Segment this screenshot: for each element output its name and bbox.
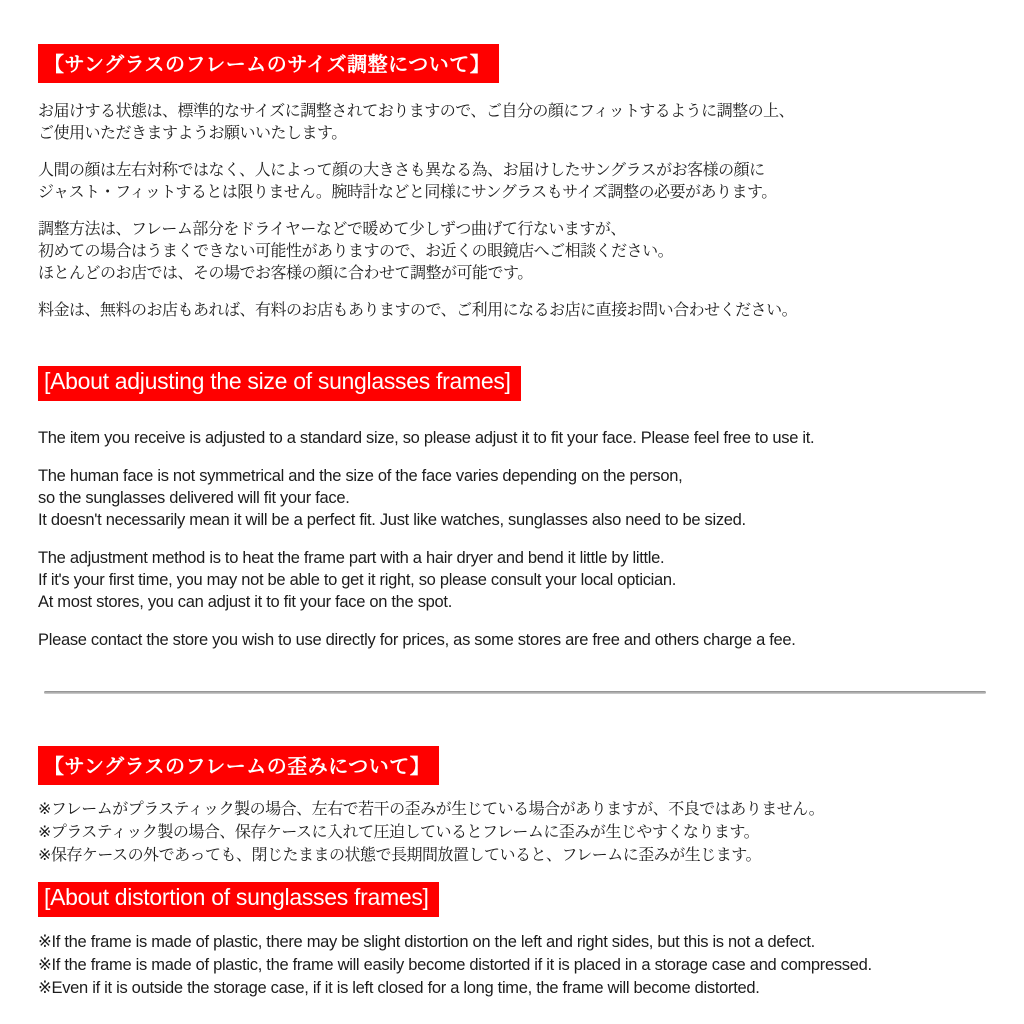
paragraph: 人間の顔は左右対称ではなく、人によって顔の大きさも異なる為、お届けしたサングラスがお客様の顔に ジャスト・フィットするとは限りません。腕時計などと同様にサングラスもサイズ調整の必要があります。 (38, 162, 777, 201)
paragraph: The adjustment method is to heat the frame part with a hair dryer and bend it little by little. If it's your first time, you may not be able to get it right, so please consult your local optician. At most stores, you can adjust it to fit your face on the spot. (38, 549, 677, 611)
heading-distortion-jp: 【サングラスのフレームの歪みについて】 (38, 746, 439, 785)
heading-distortion-en: [About distortion of sunglasses frames] (38, 882, 439, 917)
paragraph: お届けする状態は、標準的なサイズに調整されておりますので、ご自分の顔にフィットするように調整の上、 ご使用いただきますようお願いいたします。 (38, 103, 795, 142)
paragraph: 料金は、無料のお店もあれば、有料のお店もありますので、ご利用になるお店に直接お問い合わせください。 (38, 302, 798, 319)
section-distortion-en (38, 882, 994, 1000)
paragraph: ※フレームがプラスティック製の場合、左右で若干の歪みが生じている場合がありますが、不良ではありません。 ※プラスティック製の場合、保存ケースに入れて圧迫しているとフレームに歪みが生じやすくなります。 ※保存ケースの外であっても、閉じたままの状態で長期間放置していると、フレームに歪みが生じます。 (38, 801, 825, 864)
paragraph: The item you receive is adjusted to a standard size, so please adjust it to fit your face. Please feel free to use it. (38, 429, 815, 447)
paragraph: 調整方法は、フレーム部分をドライヤーなどで暖めて少しずつ曲げて行ないますが、 初めての場合はうまくできない可能性がありますので、お近くの眼鏡店へご相談ください。 ほとんどのお店では、その場でお客様の顔に合わせて調整が可能です。 (38, 221, 674, 282)
paragraph: ※If the frame is made of plastic, there may be slight distortion on the left and right sides, but this is not a defect. ※If the frame is made of plastic, the frame will easily become distorted if it is placed in a storage case and compressed. ※Even if it is outside the storage case, if it is left closed for a long time, the frame will become distorted. (38, 933, 872, 997)
body-distortion-jp (38, 798, 994, 867)
paragraph: Please contact the store you wish to use directly for prices, as some stores are free and others charge a fee. (38, 631, 796, 649)
section-size-adjust-en (38, 366, 994, 651)
body-distortion-en (38, 931, 994, 1000)
section-divider (44, 691, 986, 694)
heading-size-adjust-en: [About adjusting the size of sunglasses frames] (38, 366, 521, 401)
section-size-adjust-jp (38, 44, 994, 322)
heading-size-adjust-jp: 【サングラスのフレームのサイズ調整について】 (38, 44, 499, 83)
body-size-adjust-en (38, 427, 994, 651)
body-size-adjust-jp (38, 101, 994, 322)
paragraph: The human face is not symmetrical and the size of the face varies depending on the person, so the sunglasses delivered will fit your face. It doesn't necessarily mean it will be a perfect fit. Just like watches, sunglasses also need to be sized. (38, 467, 746, 529)
section-distortion-jp (38, 746, 994, 867)
